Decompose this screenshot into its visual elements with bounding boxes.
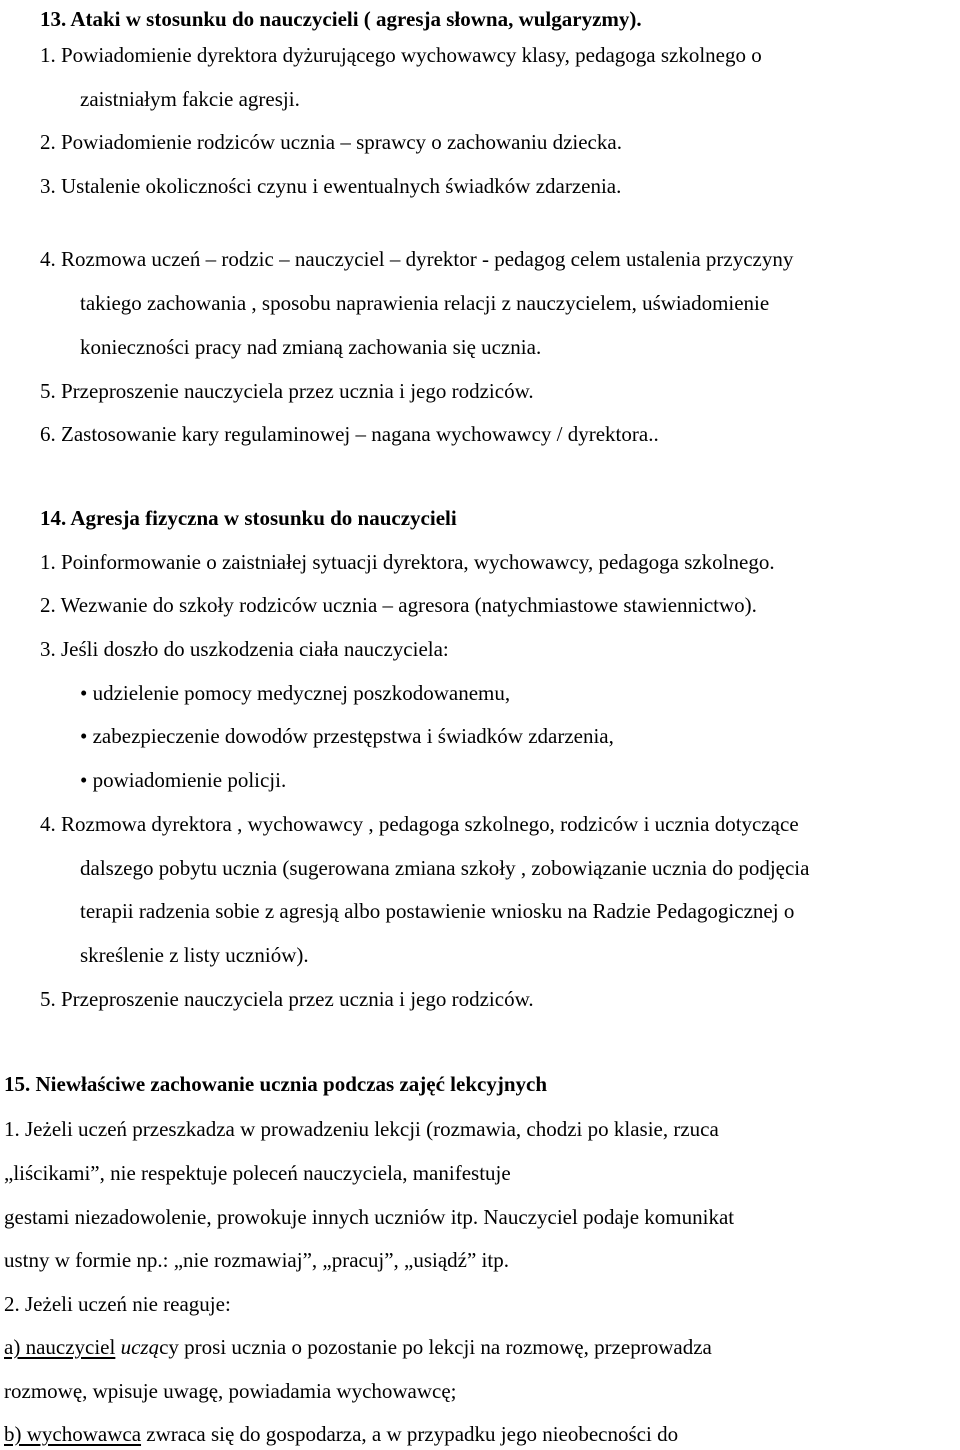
section-15-line: 1. Jeżeli uczeń przeszkadza w prowadzeniu lekcji (rozmawia, chodzi po klasie, rzuca	[4, 1117, 719, 1141]
section-13-line: zaistniałym fakcie agresji.	[80, 87, 300, 111]
section-15-line-b	[4, 1421, 678, 1447]
section-13-heading: 13. Ataki w stosunku do nauczycieli ( agresja słowna, wulgaryzmy).	[40, 7, 642, 31]
section-14-line: 4. Rozmowa dyrektora , wychowawcy , pedagoga szkolnego, rodziców i ucznia dotyczące	[40, 812, 799, 836]
section-15-line: „liścikami”, nie respektuje poleceń nauczyciela, manifestuje	[4, 1161, 511, 1185]
section-13-line: 2. Powiadomienie rodziców ucznia – sprawcy o zachowaniu dziecka.	[40, 130, 622, 154]
section-14-line: dalszego pobytu ucznia (sugerowana zmiana szkoły , zobowiązanie ucznia do podjęcia	[80, 856, 810, 880]
section-15-heading: 15. Niewłaściwe zachowanie ucznia podczas zajęć lekcyjnych	[4, 1072, 547, 1096]
section-13-line: 4. Rozmowa uczeń – rodzic – nauczyciel – dyrektor - pedagog celem ustalenia przyczyny	[40, 247, 794, 271]
section-13-line: 3. Ustalenie okoliczności czynu i ewentualnych świadków zdarzenia.	[40, 174, 622, 198]
bullet-item: • powiadomienie policji.	[80, 768, 287, 792]
section-14-line: 5. Przeproszenie nauczyciela przez ucznia i jego rodziców.	[40, 987, 534, 1011]
section-14-line: terapii radzenia sobie z agresją albo postawienie wniosku na Radzie Pedagogicznej o	[80, 899, 795, 923]
section-14-line: 2. Wezwanie do szkoły rodziców ucznia – agresora (natychmiastowe stawiennictwo).	[40, 593, 757, 617]
section-13-line: 6. Zastosowanie kary regulaminowej – nagana wychowawcy / dyrektora..	[40, 422, 659, 446]
italic-text: uczą	[120, 1335, 160, 1359]
section-13-line: takiego zachowania , sposobu naprawienia relacji z nauczycielem, uświadomienie	[80, 291, 770, 315]
section-15-line: gestami niezadowolenie, prowokuje innych uczniów itp. Nauczyciel podaje komunikat	[4, 1205, 735, 1229]
bullet-item: • udzielenie pomocy medycznej poszkodowanemu,	[80, 681, 511, 705]
section-13-line: 5. Przeproszenie nauczyciela przez ucznia i jego rodziców.	[40, 379, 534, 403]
section-14-line: skreślenie z listy uczniów).	[80, 943, 309, 967]
bullet-item: • zabezpieczenie dowodów przestępstwa i świadków zdarzenia,	[80, 724, 614, 748]
section-14-line: 1. Poinformowanie o zaistniałej sytuacji dyrektora, wychowawcy, pedagoga szkolnego.	[40, 550, 775, 574]
section-14-heading: 14. Agresja fizyczna w stosunku do nauczycieli	[40, 506, 457, 530]
section-13-line: konieczności pracy nad zmianą zachowania się ucznia.	[80, 335, 542, 359]
section-15-line: 2. Jeżeli uczeń nie reaguje:	[4, 1292, 231, 1316]
section-15-line-a	[4, 1334, 712, 1360]
section-13-line: 1. Powiadomienie dyrektora dyżurującego wychowawcy klasy, pedagoga szkolnego o	[40, 43, 762, 67]
section-14-line: 3. Jeśli doszło do uszkodzenia ciała nauczyciela:	[40, 637, 449, 661]
section-15-line-a2: rozmowę, wpisuje uwagę, powiadamia wychowawcę;	[4, 1379, 457, 1403]
underlined-text: a) nauczyciel	[4, 1335, 116, 1359]
line-text: cy prosi ucznia o pozostanie po lekcji na rozmowę, przeprowadza	[159, 1335, 712, 1359]
underlined-text: b) wychowawca	[4, 1422, 142, 1446]
section-15-line: ustny w formie np.: „nie rozmawiaj”, „pracuj”, „usiądź” itp.	[4, 1248, 509, 1272]
line-text: zwraca się do gospodarza, a w przypadku jego nieobecności do	[141, 1422, 679, 1446]
